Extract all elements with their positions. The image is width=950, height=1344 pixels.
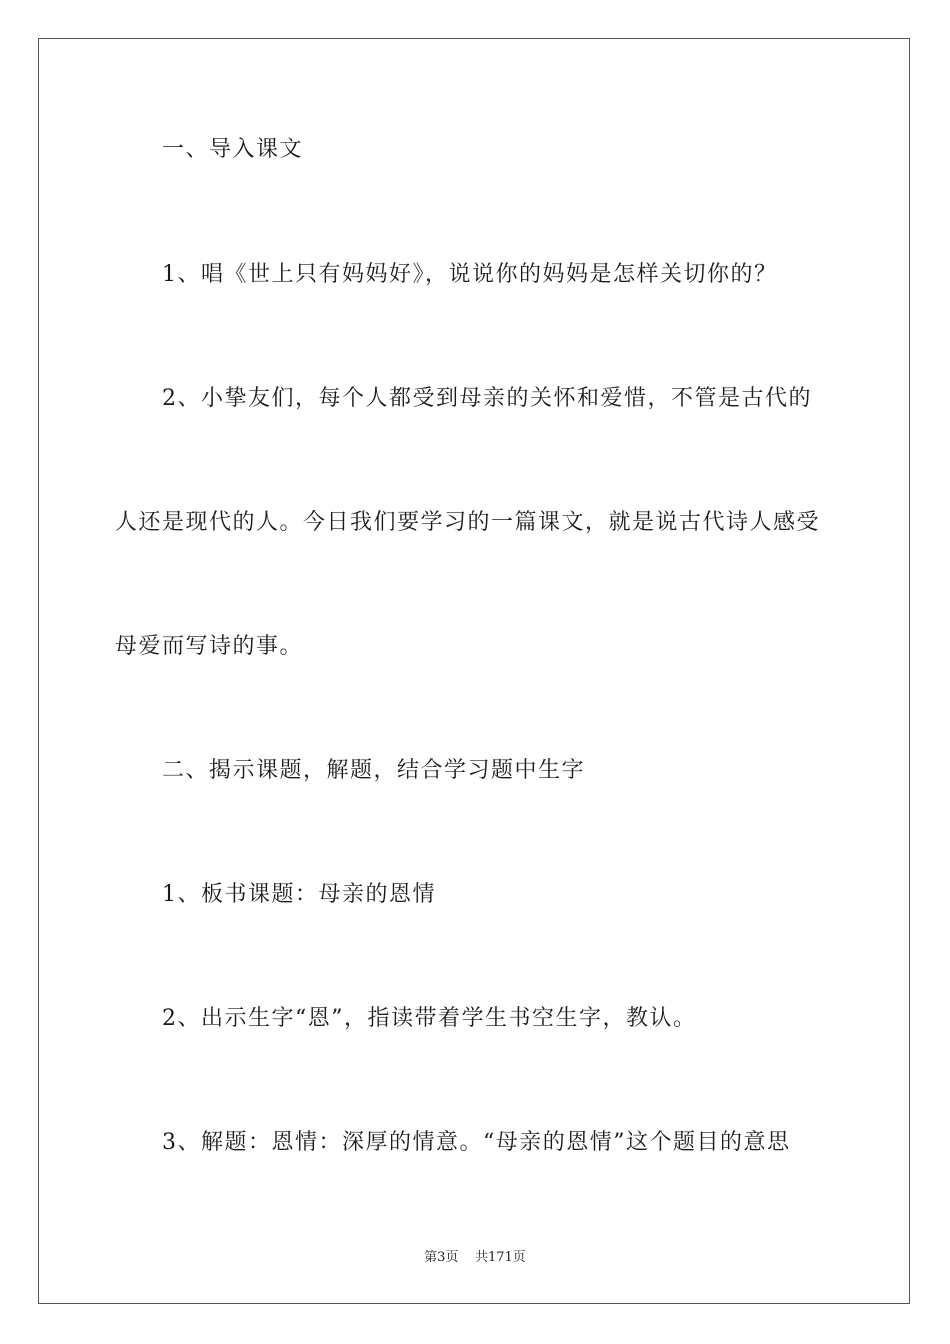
section-heading-1: 一、导入课文 — [162, 137, 304, 162]
paragraph-line: 1、唱《世上只有妈妈好》，说说你的妈妈是怎样关切你的？ — [162, 262, 778, 287]
paragraph-line: 人还是现代的人。今日我们要学习的一篇课文，就是说古代诗人感受 — [115, 510, 821, 535]
paragraph-line: 母爱而写诗的事。 — [115, 634, 304, 659]
paragraph-line: 3、解题：恩情：深厚的情意。“母亲的恩情”这个题目的意思 — [162, 1130, 791, 1155]
paragraph-line: 2、小挚友们，每个人都受到母亲的关怀和爱惜，不管是古代的 — [162, 386, 812, 411]
paragraph-line: 2、出示生字“恩”，指读带着学生书空生字，教认。 — [162, 1006, 697, 1031]
section-heading-2: 二、揭示课题，解题，结合学习题中生字 — [162, 758, 586, 783]
page-total: 共171页 — [474, 1250, 526, 1265]
page-footer — [0, 1246, 950, 1265]
paragraph-line: 1、板书课题：母亲的恩情 — [162, 882, 436, 907]
page-number: 第3页 — [424, 1250, 459, 1265]
page-border — [38, 38, 910, 1304]
